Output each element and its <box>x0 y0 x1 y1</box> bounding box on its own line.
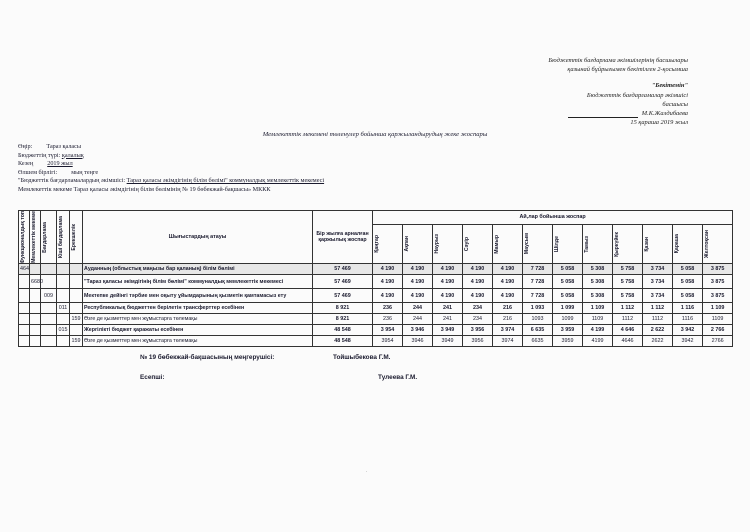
annual-total-cell: 57 469 <box>313 275 373 289</box>
code-cell <box>19 303 30 314</box>
month-value-cell: 3 734 <box>643 264 673 275</box>
month-value-cell: 5 758 <box>613 264 643 275</box>
code-cell <box>41 336 57 347</box>
months-group-header: Ай,лар бойынша жоспар <box>373 211 733 225</box>
month-value-cell: 4 190 <box>493 289 523 303</box>
table-row <box>19 325 733 336</box>
approval-line-2: қазынай бұйрығымен бекітілген 2-қосымша <box>567 66 688 74</box>
budget-type-label: Бюджеттің түрі: <box>18 151 61 159</box>
institution-value: Тараз қаласы әкімдігінің білім бөлімінің № 19 бөбекжай-бақшасы» МККК <box>73 185 271 193</box>
month-value-cell: 3 875 <box>703 289 733 303</box>
month-value-cell: 4 190 <box>463 289 493 303</box>
page-title: Мемлекеттік мекемені төленулер бойынша қаржыландырудың жеке жоспары <box>262 131 488 138</box>
month-header: Қыркүйек <box>613 224 643 264</box>
month-value-cell: 236 <box>373 303 403 314</box>
approval-line-1: Бюджеттік бағдарлама әкімшілерінің басшылары <box>548 57 688 64</box>
code-cell <box>41 264 57 275</box>
month-value-cell: 5 058 <box>673 264 703 275</box>
code-cell <box>57 264 70 275</box>
month-value-cell: 244 <box>403 314 433 325</box>
plan-table <box>18 210 733 347</box>
month-value-cell: 5 758 <box>613 275 643 289</box>
month-value-cell: 3974 <box>493 336 523 347</box>
month-value-cell: 216 <box>493 314 523 325</box>
col-header-specific: Ерекшелік <box>70 211 83 264</box>
period-value: 2019 жыл <box>47 160 73 168</box>
budget-type-value: қалалық <box>61 151 84 159</box>
month-value-cell: 4 190 <box>373 275 403 289</box>
month-value-cell: 7 728 <box>523 289 553 303</box>
code-cell <box>41 314 57 325</box>
month-value-cell: 3 959 <box>553 325 583 336</box>
code-cell <box>30 289 41 303</box>
annual-total-cell: 48 548 <box>313 325 373 336</box>
code-cell <box>57 314 70 325</box>
code-cell <box>57 289 70 303</box>
month-value-cell: 3 734 <box>643 289 673 303</box>
admin-label: "Бюджеттік бағдарламалардың әкімшісі: <box>18 177 126 185</box>
code-cell: 6680 <box>30 275 41 289</box>
annual-total-cell: 48 548 <box>313 336 373 347</box>
month-value-cell: 1 109 <box>703 303 733 314</box>
month-value-cell: 4 190 <box>403 264 433 275</box>
month-value-cell: 6635 <box>523 336 553 347</box>
expense-name-cell: Өзге де қызметтер мен жұмыстарға төлемақы <box>83 336 313 347</box>
unit-value: мың теңге <box>71 168 99 176</box>
code-cell <box>30 325 41 336</box>
month-value-cell: 3946 <box>403 336 433 347</box>
approval-line-6: М.К.Жалдибаева <box>641 110 688 118</box>
month-header: Қаңтар <box>373 224 403 264</box>
code-cell <box>70 264 83 275</box>
signature-line <box>568 117 638 118</box>
month-value-cell: 7 728 <box>523 264 553 275</box>
month-value-cell: 4 190 <box>433 275 463 289</box>
month-value-cell: 216 <box>493 303 523 314</box>
month-value-cell: 241 <box>433 303 463 314</box>
code-cell <box>30 303 41 314</box>
annual-total-cell: 8 921 <box>313 303 373 314</box>
expense-name-cell: Республикалық бюджеттен берілетін трансферттер есебінен <box>83 303 313 314</box>
code-cell <box>41 303 57 314</box>
approval-line-7: 15 қараша 2019 жыл <box>630 119 688 127</box>
code-cell: 159 <box>70 314 83 325</box>
col-header-expense-name: Шығыстардың атауы <box>83 211 313 264</box>
table-row <box>19 264 733 275</box>
code-cell <box>30 336 41 347</box>
col-header-program: Бағдарлама <box>41 211 57 264</box>
month-header: Ақпан <box>403 224 433 264</box>
month-value-cell: 4 199 <box>583 325 613 336</box>
month-value-cell: 5 308 <box>583 275 613 289</box>
month-header: Қазан <box>643 224 673 264</box>
month-value-cell: 3954 <box>373 336 403 347</box>
month-value-cell: 244 <box>403 303 433 314</box>
month-value-cell: 4 190 <box>403 275 433 289</box>
month-value-cell: 1 112 <box>613 303 643 314</box>
period-label: Кезең <box>18 160 34 168</box>
approval-line-3: "Бекітемін" <box>651 82 688 90</box>
expense-name-cell: Ауданның (облыстық маңызы бар қаланың) білім бөлімі <box>83 264 313 275</box>
month-value-cell: 4 190 <box>493 275 523 289</box>
month-value-cell: 5 758 <box>613 289 643 303</box>
month-value-cell: 1109 <box>703 314 733 325</box>
month-value-cell: 4 190 <box>433 289 463 303</box>
unit-label: Өлшем бірлігі: <box>18 168 58 176</box>
month-value-cell: 1109 <box>583 314 613 325</box>
month-value-cell: 234 <box>463 314 493 325</box>
code-cell <box>57 275 70 289</box>
head-signature-label: № 19 бөбекжай-бақшасының меңгерушісі: <box>140 354 275 361</box>
month-value-cell: 1 093 <box>523 303 553 314</box>
head-signature <box>140 354 390 361</box>
code-cell: 011 <box>57 303 70 314</box>
annual-total-cell: 57 469 <box>313 289 373 303</box>
region-value: Тараз қаласы <box>46 143 82 150</box>
month-header: Шілде <box>553 224 583 264</box>
accountant-signature-label: Есепші: <box>140 374 165 381</box>
table-row <box>19 275 733 289</box>
month-value-cell: 1 099 <box>553 303 583 314</box>
code-cell <box>19 289 30 303</box>
code-cell <box>70 325 83 336</box>
col-header-subprogram: Кіші бағдарлама <box>57 211 70 264</box>
month-header: Маусым <box>523 224 553 264</box>
month-value-cell: 1116 <box>673 314 703 325</box>
month-header: Қараша <box>673 224 703 264</box>
code-cell: 015 <box>57 325 70 336</box>
accountant-signature <box>140 374 417 381</box>
month-value-cell: 4199 <box>583 336 613 347</box>
month-value-cell: 3949 <box>433 336 463 347</box>
table-row <box>19 314 733 325</box>
month-value-cell: 4 190 <box>493 264 523 275</box>
month-header: Желтоқсан <box>703 224 733 264</box>
month-value-cell: 5 308 <box>583 264 613 275</box>
month-value-cell: 5 058 <box>553 264 583 275</box>
month-value-cell: 5 308 <box>583 289 613 303</box>
head-signature-name: Тойшыбекова Г.М. <box>332 354 391 361</box>
month-value-cell: 1112 <box>613 314 643 325</box>
month-value-cell: 4 646 <box>613 325 643 336</box>
month-header: Сәуір <box>463 224 493 264</box>
month-value-cell: 236 <box>373 314 403 325</box>
month-value-cell: 3 875 <box>703 264 733 275</box>
month-value-cell: 7 728 <box>523 275 553 289</box>
month-header: Тамыз <box>583 224 613 264</box>
month-value-cell: 3 949 <box>433 325 463 336</box>
month-value-cell: 4 190 <box>463 275 493 289</box>
footer-mark: ∙ <box>366 470 368 475</box>
month-header: Мамыр <box>493 224 523 264</box>
month-value-cell: 5 058 <box>673 275 703 289</box>
month-value-cell: 3942 <box>673 336 703 347</box>
month-value-cell: 3956 <box>463 336 493 347</box>
month-value-cell: 5 058 <box>673 289 703 303</box>
code-cell: 464 <box>19 264 30 275</box>
month-value-cell: 1 116 <box>673 303 703 314</box>
month-value-cell: 3 942 <box>673 325 703 336</box>
table-row <box>19 336 733 347</box>
code-cell <box>19 325 30 336</box>
month-value-cell: 5 058 <box>553 275 583 289</box>
code-cell <box>57 336 70 347</box>
month-value-cell: 1 109 <box>583 303 613 314</box>
approval-line-5: басшысы <box>662 100 688 108</box>
code-cell <box>19 314 30 325</box>
code-cell <box>19 275 30 289</box>
code-cell <box>30 264 41 275</box>
expense-name-cell: Жергілікті бюджет қаражаты есебінен <box>83 325 313 336</box>
month-value-cell: 3 946 <box>403 325 433 336</box>
approval-block <box>488 56 688 127</box>
institution-label: Мемлекеттік мекеме <box>18 185 73 193</box>
code-cell <box>70 289 83 303</box>
month-value-cell: 4 190 <box>463 264 493 275</box>
month-value-cell: 1099 <box>553 314 583 325</box>
expense-name-cell: Мектепке дейінгі тәрбие мен оқыту ұйымдарының қызметін қамтамасыз ету <box>83 289 313 303</box>
code-cell: 009 <box>41 289 57 303</box>
annual-total-cell: 57 469 <box>313 264 373 275</box>
month-value-cell: 3 875 <box>703 275 733 289</box>
expense-name-cell: "Тараз қаласы әкімдігінің білім бөлімі" коммуналдық мемлекеттік мекемесі <box>83 275 313 289</box>
month-value-cell: 4 190 <box>433 264 463 275</box>
month-value-cell: 2 622 <box>643 325 673 336</box>
month-value-cell: 6 635 <box>523 325 553 336</box>
region-label: Өңір: <box>18 143 33 150</box>
table-row <box>19 289 733 303</box>
month-value-cell: 4646 <box>613 336 643 347</box>
annual-total-cell: 8 921 <box>313 314 373 325</box>
code-cell <box>70 275 83 289</box>
month-value-cell: 1093 <box>523 314 553 325</box>
month-value-cell: 234 <box>463 303 493 314</box>
code-cell <box>41 325 57 336</box>
month-value-cell: 5 058 <box>553 289 583 303</box>
approval-line-4: Бюджеттік бағдарламалар әкімшісі <box>586 91 688 99</box>
code-cell: 159 <box>70 336 83 347</box>
month-value-cell: 4 190 <box>373 264 403 275</box>
accountant-signature-name: Тулеева Г.М. <box>378 374 418 381</box>
month-value-cell: 1 112 <box>643 303 673 314</box>
month-value-cell: 3 954 <box>373 325 403 336</box>
col-header-annual-plan: Бір жылға арналған қаржылық жоспар <box>313 211 373 264</box>
month-value-cell: 3 734 <box>643 275 673 289</box>
month-value-cell: 1112 <box>643 314 673 325</box>
month-header: Наурыз <box>433 224 463 264</box>
month-value-cell: 2 766 <box>703 325 733 336</box>
month-value-cell: 2766 <box>703 336 733 347</box>
month-value-cell: 4 190 <box>403 289 433 303</box>
col-header-institution: Мемлекеттік мекеме <box>30 211 41 264</box>
month-value-cell: 4 190 <box>373 289 403 303</box>
code-cell <box>30 314 41 325</box>
admin-value: Тараз қаласы әкімдігінің білім бөлімі" коммуналдық мемлекеттік мекемесі <box>126 177 325 185</box>
code-cell <box>70 303 83 314</box>
table-row <box>19 303 733 314</box>
expense-name-cell: Өзге де қызметтер мен жұмыстарға төлемақы <box>83 314 313 325</box>
code-cell <box>19 336 30 347</box>
meta-block <box>18 143 324 195</box>
col-header-functional-group: Функционалдық топ <box>19 211 30 264</box>
month-value-cell: 2622 <box>643 336 673 347</box>
month-value-cell: 241 <box>433 314 463 325</box>
month-value-cell: 3 956 <box>463 325 493 336</box>
month-value-cell: 3959 <box>553 336 583 347</box>
month-value-cell: 3 974 <box>493 325 523 336</box>
